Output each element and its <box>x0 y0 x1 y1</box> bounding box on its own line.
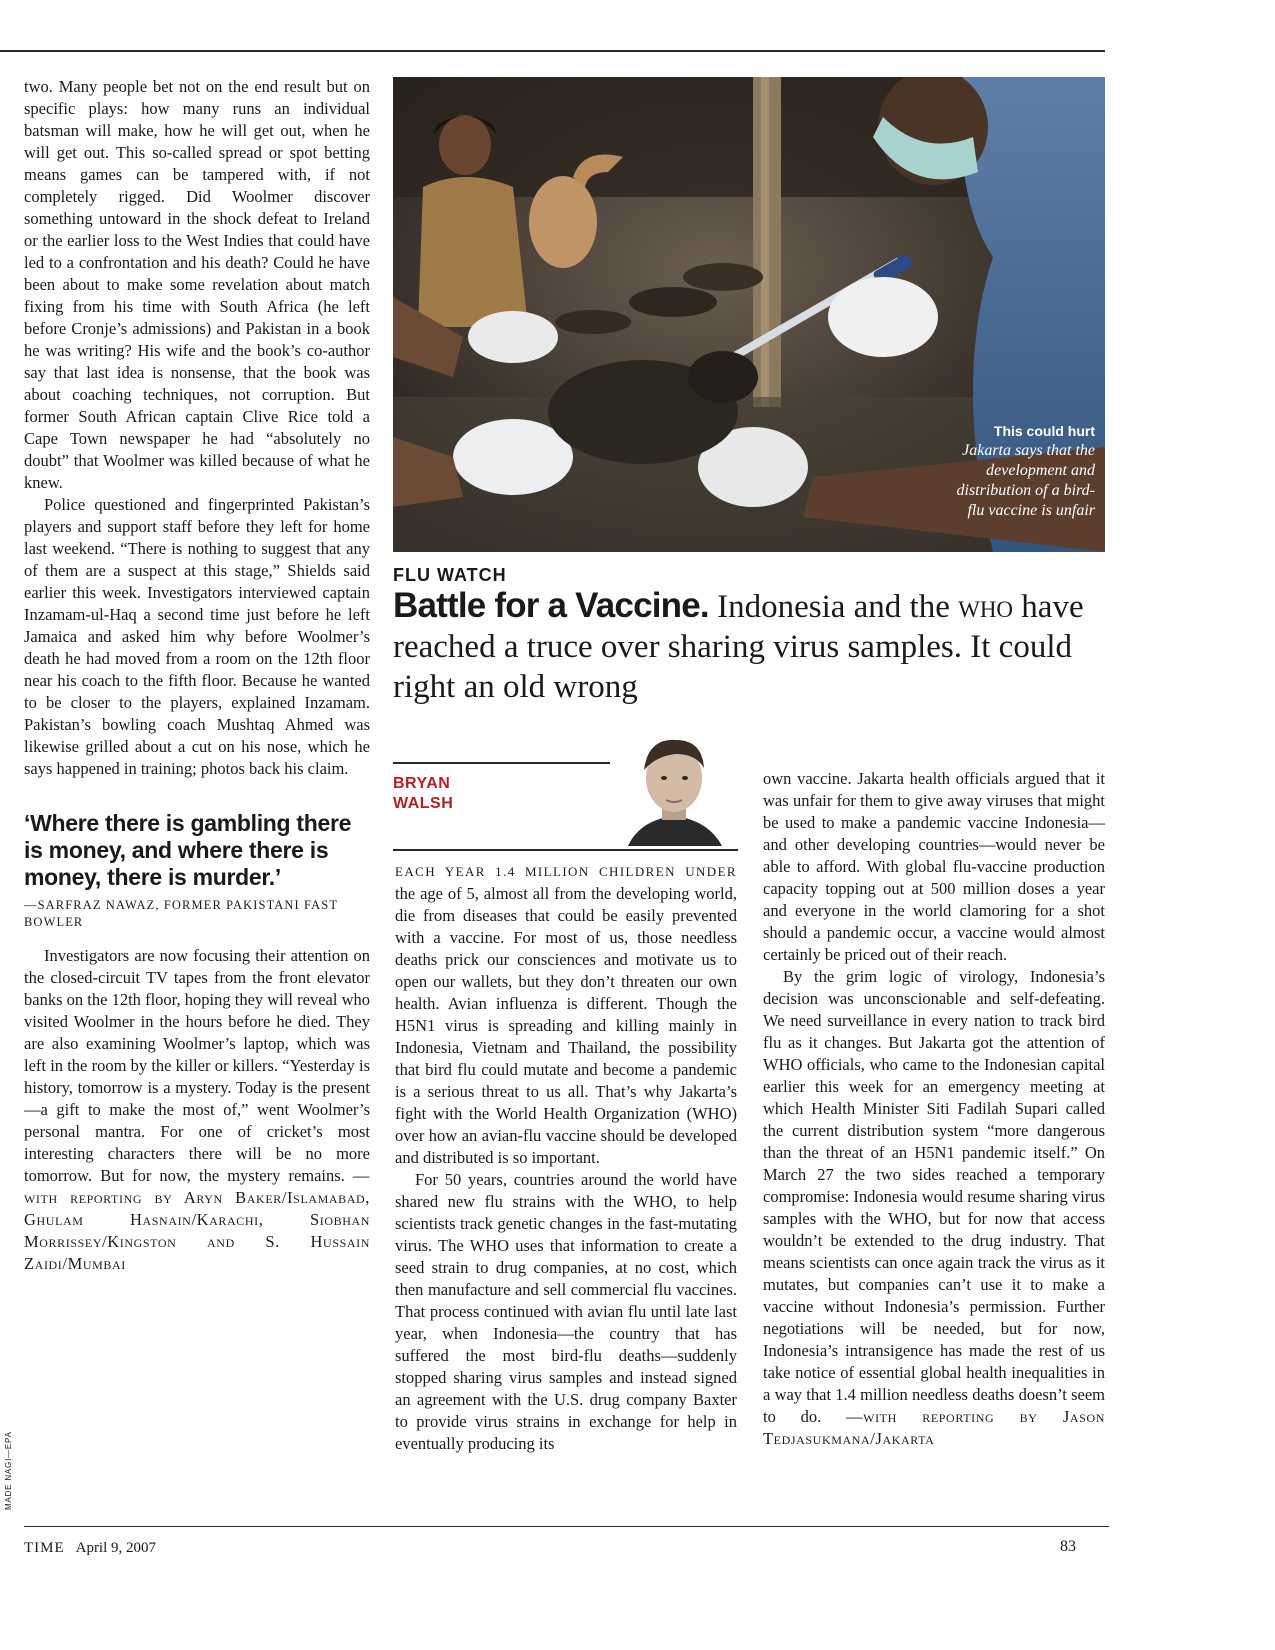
left-reporting-credit: —with reporting by Aryn Baker/Islamabad, Ghulam Hasnain/Karachi, Siobhan Morrissey/Kingston and S. Hussain Zaidi/Mumbai <box>24 1166 370 1273</box>
pull-quote <box>24 810 370 931</box>
article-photo <box>393 77 1105 552</box>
caption-title: This could hurt <box>993 423 1095 439</box>
right-paragraph-2-text: By the grim logic of virology, Indonesia’s decision was unconscionable and self-defeating. We need surveillance in every nation to track bird flu as it changes. But Jakarta got the attention of WHO officials, who came to the Indonesian capital earlier this week for an emergency meeting at which Health Minister Siti Fadilah Supari called the current distribution system “more dangerous than the threat of an H5N1 pandemic itself.” On March 27 the two sides reached a temporary compromise: Indonesia would resume sharing virus samples with the WHO, but for now that access wouldn’t be extended to the drug industry. That means scientists can once again track the virus as it mutates, but companies can’t use it to make a vaccine without Indonesia’s permission. Further negotiations will be needed, but for now, Indonesia’s intransigence has made the rest of us take notice of essential global health inequalities in a way that 1.4 million needless deaths doesn’t seem to do. <box>763 967 1105 1426</box>
issue-date: April 9, 2007 <box>75 1540 157 1556</box>
deck-part-2: have reached a truce over sharing virus samples. It could right an old wrong <box>393 589 1084 705</box>
byline-bottom-rule <box>393 849 738 851</box>
pull-quote-attribution: —SARFRAZ NAWAZ, FORMER PAKISTANI FAST BOWLER <box>24 898 338 929</box>
byline <box>393 774 453 814</box>
photo-credit: MADE NAGI—EPA <box>4 1431 13 1510</box>
middle-column <box>395 860 737 1455</box>
left-paragraph-3 <box>24 945 370 1275</box>
mid-paragraph-1 <box>395 860 737 1169</box>
left-paragraph-1: two. Many people bet not on the end result but on specific plays: how many runs an individual batsman will make, how he will get out, when he will get out. This so-called spread or spot betting means games can be tampered with, if not completely rigged. Did Woolmer discover something untoward in the shock defeat to Ireland or the earlier loss to the West Indies that could have led to a confrontation and his death? Could he have been about to make some revelation about match fixing from his time with South Africa (he left before Cronje’s admissions) and Pakistan in a book he was writing? His wife and the book’s co-author say that last idea is nonsense, that the book was about coaching techniques, not corruption. But former South African captain Clive Rice told a Cape Town newspaper he had “absolutely no doubt” that Woolmer was killed because of what he knew. <box>24 77 370 492</box>
left-paragraph-2: Police questioned and fingerprinted Pakistan’s players and support staff before they left for home last weekend. “There is nothing to suggest that any of them are a suspect at this stage,” Shields said earlier this week. Investigators interviewed captain Inzamam-ul-Haq a second time just before he left Jamaica and asked him why before Woolmer’s death he had moved from a room on the 12th floor near his coach to the fifth floor. Because he wanted to be closer to the players, explained Inzamam. Pakistan’s bowling coach Mushtaq Ahmed was likewise grilled about a cut on his nose, which he says happened in training; photos back his claim. <box>24 495 370 778</box>
magazine-name: TIME <box>24 1540 65 1556</box>
right-column <box>763 768 1105 1450</box>
author-portrait <box>610 728 738 846</box>
headline <box>393 586 1108 707</box>
right-paragraph-2 <box>763 966 1105 1450</box>
deck-who: who <box>958 589 1014 625</box>
page-number: 83 <box>1060 1538 1076 1555</box>
lead-in: EACH YEAR 1.4 MILLION CHILDREN UNDER <box>395 864 737 879</box>
right-reporting-credit: —with reporting by Jason Tedjasukmana/Jakarta <box>763 1407 1105 1448</box>
footer-folio <box>24 1540 156 1557</box>
left-paragraph-3-text: Investigators are now focusing their attention on the closed-circuit TV tapes from the front elevator banks on the 12th floor, hoping they will reveal who visited Woolmer in the hours before he died. They are also examining Woolmer’s laptop, which was left in the room by the killer or killers. “Yesterday is history, tomorrow is a mystery. Today is the present—a gift to make the most of,” went Woolmer’s personal mantra. For one of cricket’s most interesting characters there will be no more tomorrow. But for now, the mystery remains. <box>24 946 370 1185</box>
byline-first-name: BRYAN <box>393 775 451 792</box>
byline-last-name: WALSH <box>393 795 454 812</box>
mid-paragraph-2: For 50 years, countries around the world have shared new flu strains with the WHO, to help scientists track genetic changes in the fast-mutating virus. The WHO uses that information to create a seed strain to drug companies, at no cost, which then manufacture and sell commercial flu vaccines. That process continued with avian flu until late last year, when Indonesia—the country that has suffered the most bird-flu deaths—suddenly stopped sharing virus samples and instead signed an agreement with the U.S. drug company Baxter to provide virus strains in exchange for help in eventually producing its <box>395 1170 737 1453</box>
top-rule <box>0 50 1105 52</box>
section-kicker: FLU WATCH <box>393 565 507 585</box>
headline-title: Battle for a Vaccine. <box>393 586 709 625</box>
right-paragraph-1: own vaccine. Jakarta health officials argued that it was unfair for them to give away viruses that might be used to make a pandemic vaccine Indonesia—and other developing countries—would never be able to afford. With global flu-vaccine production capacity topping out at 500 million doses a year and everyone in the world clamoring for a shot should a pandemic occur, a vaccine would almost certainly be priced out of their reach. <box>763 769 1105 964</box>
deck-part-1: Indonesia and the <box>717 589 950 625</box>
left-column <box>24 76 370 1275</box>
caption-body: Jakarta says that the development and distribution of a bird-flu vaccine is unfair <box>956 442 1095 519</box>
footer-rule <box>24 1526 1109 1527</box>
mid-paragraph-1-text: the age of 5, almost all from the developing world, die from diseases that could be easily prevented with a vaccine. For most of us, those needless deaths prick our consciences and motivate us to open our wallets, but they don’t threaten our own health. Avian influenza is different. Though the H5N1 virus is spreading and killing mainly in Indonesia, Vietnam and Thailand, the possibility that bird flu could mutate and become a pandemic is a serious threat to us all. That’s why Jakarta’s fight with the World Health Organization (WHO) over how an avian-flu vaccine should be developed and distributed is so important. <box>395 884 737 1167</box>
photo-caption <box>945 422 1095 521</box>
pull-quote-text: ‘Where there is gambling there is money, and where there is money, there is murder.’ <box>24 810 352 890</box>
